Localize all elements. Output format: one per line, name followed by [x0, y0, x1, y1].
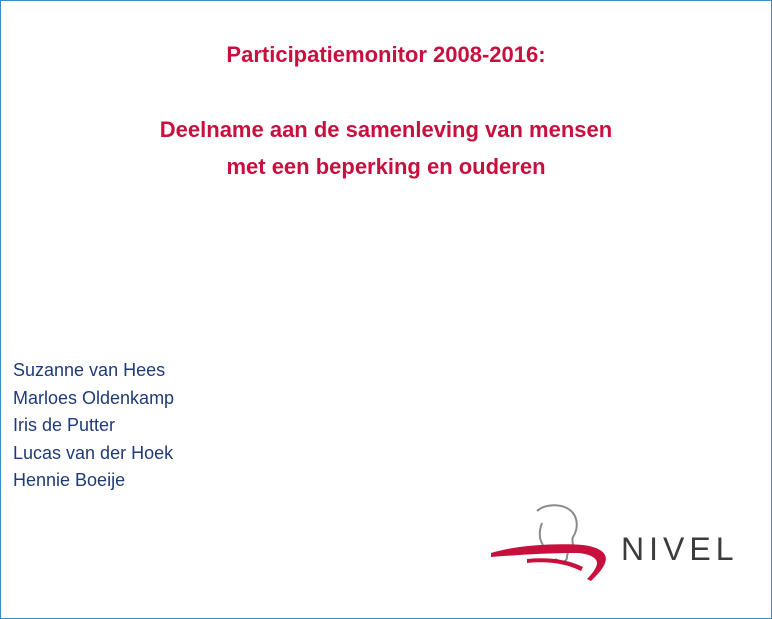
- document-subtitle-line-2: met een beperking en ouderen: [226, 154, 546, 179]
- title-block: [1, 39, 771, 185]
- document-subtitle-line-1: Deelname aan de samenleving van mensen: [159, 117, 613, 142]
- author-name: Suzanne van Hees: [13, 360, 166, 380]
- nivel-logo: [487, 501, 737, 589]
- author-list: [13, 357, 174, 495]
- author-name: Lucas van der Hoek: [13, 442, 174, 463]
- nivel-logo-text: NIVEL: [621, 531, 739, 567]
- document-title: Participatiemonitor 2008-2016:: [226, 42, 546, 67]
- author-name: Marloes Oldenkamp: [13, 387, 175, 408]
- author-name: Hennie Boeije: [13, 470, 126, 490]
- author-name: Iris de Putter: [13, 415, 116, 435]
- nivel-logo-mark-icon: [487, 501, 617, 589]
